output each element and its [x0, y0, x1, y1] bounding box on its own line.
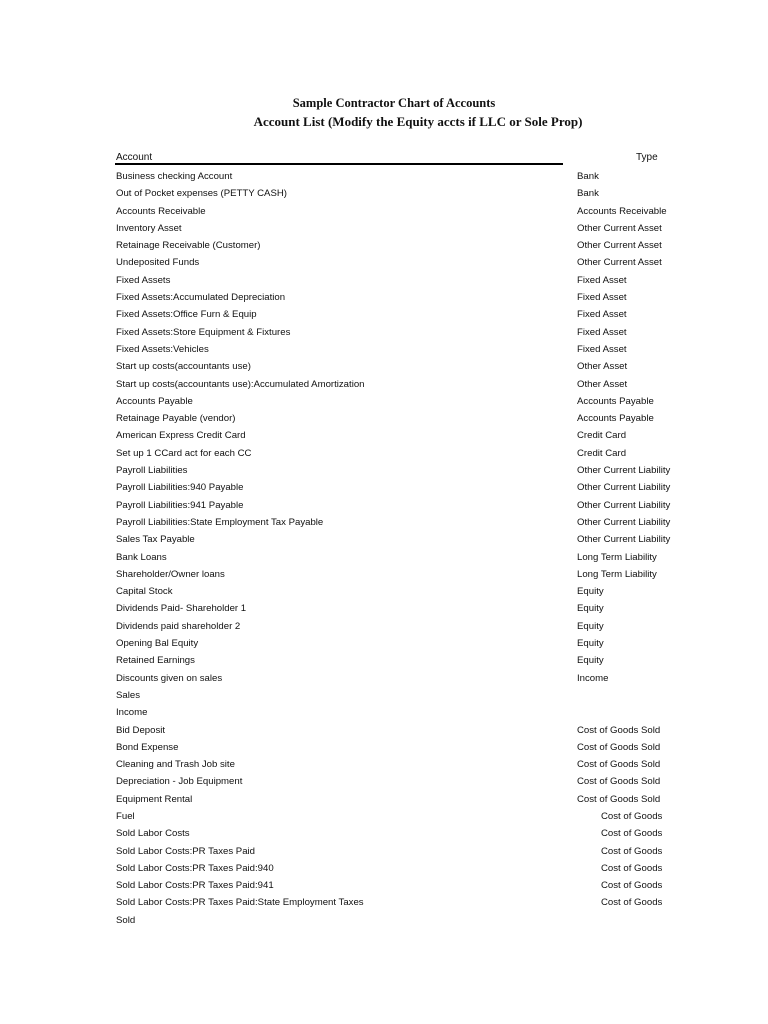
account-type: Cost of Goods [601, 810, 663, 822]
account-type: Other Current Asset [577, 222, 662, 234]
table-row [0, 514, 768, 531]
account-name: Retainage Payable (vendor) [116, 413, 236, 425]
account-name: Payroll Liabilities:941 Payable [116, 499, 244, 511]
account-type: Accounts Payable [577, 395, 654, 407]
account-type: Other Current Asset [577, 257, 662, 269]
table-row [0, 531, 768, 548]
account-name: Sales [116, 689, 140, 701]
account-type: Fixed Asset [577, 274, 627, 286]
table-row [0, 462, 768, 479]
account-type: Cost of Goods [601, 880, 663, 892]
table-row [0, 185, 768, 202]
account-type: Fixed Asset [577, 343, 627, 355]
table-row [0, 272, 768, 289]
account-name: Undeposited Funds [116, 257, 200, 269]
table-row [0, 843, 768, 860]
account-type: Other Asset [577, 361, 628, 373]
account-name: Equipment Rental [116, 793, 193, 805]
table-row [0, 445, 768, 462]
table-row [0, 600, 768, 617]
account-name: Fixed Assets:Office Furn & Equip [116, 309, 257, 321]
table-row [0, 203, 768, 220]
table-row [0, 566, 768, 583]
table-row [0, 687, 768, 704]
account-name: Dividends paid shareholder 2 [116, 620, 241, 632]
account-type: Fixed Asset [577, 292, 627, 304]
account-type: Bank [577, 188, 599, 200]
account-type: Cost of Goods [601, 828, 663, 840]
table-row [0, 324, 768, 341]
account-name: Retained Earnings [116, 655, 195, 667]
account-type: Other Current Liability [577, 534, 671, 546]
account-name: Bank Loans [116, 551, 167, 563]
account-name: Sold Labor Costs:PR Taxes Paid [116, 845, 256, 857]
account-name: Start up costs(accountants use):Accumulated Amortization [116, 378, 365, 390]
table-row [0, 825, 768, 842]
account-type: Cost of Goods [601, 862, 663, 874]
table-row [0, 237, 768, 254]
account-name: Sold [116, 914, 136, 926]
table-row [0, 254, 768, 271]
account-type: Long Term Liability [577, 568, 657, 580]
account-type: Equity [577, 586, 604, 598]
account-type: Cost of Goods Sold [577, 724, 661, 736]
table-row [0, 479, 768, 496]
account-name: Inventory Asset [116, 222, 182, 234]
table-row [0, 376, 768, 393]
account-name: Discounts given on sales [116, 672, 223, 684]
table-row [0, 860, 768, 877]
account-type: Cost of Goods Sold [577, 776, 661, 788]
table-row [0, 393, 768, 410]
account-name: Accounts Receivable [116, 205, 206, 217]
account-type: Equity [577, 620, 604, 632]
document-subtitle: Account List (Modify the Equity accts if LLC or Sole Prop) [253, 114, 583, 129]
account-name: Fixed Assets [116, 274, 171, 286]
account-name: Business checking Account [116, 171, 233, 182]
account-type: Income [577, 672, 609, 684]
account-name: Out of Pocket expenses (PETTY CASH) [116, 188, 287, 200]
account-type: Fixed Asset [577, 326, 627, 338]
account-name: Sold Labor Costs [116, 828, 190, 840]
table-row [0, 306, 768, 323]
account-name: Sold Labor Costs:PR Taxes Paid:940 [116, 862, 274, 874]
table-row [0, 877, 768, 894]
account-type: Cost of Goods [601, 845, 663, 857]
account-name: Sold Labor Costs:PR Taxes Paid:941 [116, 880, 274, 892]
account-type: Other Current Liability [577, 499, 671, 511]
header-underline [115, 163, 563, 165]
table-row [0, 635, 768, 652]
table-row [0, 618, 768, 635]
account-name: Cleaning and Trash Job site [116, 759, 235, 771]
table-row [0, 652, 768, 669]
account-list [0, 168, 768, 929]
account-type: Equity [577, 655, 604, 667]
table-row [0, 497, 768, 514]
account-name: Retainage Receivable (Customer) [116, 240, 261, 252]
account-name: Set up 1 CCard act for each CC [116, 447, 252, 459]
table-row [0, 791, 768, 808]
table-row [0, 722, 768, 739]
account-type: Credit Card [577, 447, 627, 459]
account-name: Income [116, 707, 148, 719]
account-name: Sold Labor Costs:PR Taxes Paid:State Employment Taxes [116, 897, 364, 909]
account-name: Dividends Paid- Shareholder 1 [116, 603, 247, 615]
table-row [0, 808, 768, 825]
account-name: Fixed Assets:Vehicles [116, 343, 209, 355]
table-row [0, 220, 768, 237]
column-header-account: Account [116, 152, 153, 163]
account-name: Start up costs(accountants use) [116, 361, 251, 373]
table-row [0, 756, 768, 773]
table-row [0, 912, 768, 929]
column-header-type: Type [636, 152, 658, 163]
account-name: Fuel [116, 810, 135, 822]
account-type: Cost of Goods Sold [577, 793, 661, 805]
account-name: Opening Bal Equity [116, 638, 199, 650]
account-type: Equity [577, 603, 604, 615]
account-type: Other Current Asset [577, 240, 662, 252]
table-row [0, 773, 768, 790]
account-name: Payroll Liabilities:State Employment Tax Payable [116, 516, 324, 528]
account-type: Other Current Liability [577, 516, 671, 528]
table-row [0, 341, 768, 358]
account-name: American Express Credit Card [116, 430, 246, 442]
account-name: Capital Stock [116, 586, 173, 598]
account-type: Equity [577, 638, 604, 650]
account-type: Cost of Goods Sold [577, 759, 661, 771]
account-name: Sales Tax Payable [116, 534, 195, 546]
document-title: Sample Contractor Chart of Accounts [292, 96, 496, 110]
account-name: Fixed Assets:Accumulated Depreciation [116, 292, 286, 304]
account-name: Accounts Payable [116, 395, 193, 407]
table-row [0, 670, 768, 687]
table-row [0, 894, 768, 911]
account-type: Cost of Goods Sold [577, 741, 661, 753]
account-type: Accounts Receivable [577, 205, 667, 217]
account-name: Shareholder/Owner loans [116, 568, 225, 580]
table-row [0, 704, 768, 721]
table-row [0, 410, 768, 427]
account-type: Other Asset [577, 378, 628, 390]
account-name: Payroll Liabilities [116, 465, 188, 477]
table-row [0, 427, 768, 444]
account-type: Long Term Liability [577, 551, 657, 563]
table-row [0, 549, 768, 566]
table-row [0, 739, 768, 756]
table-row [0, 583, 768, 600]
account-type: Accounts Payable [577, 413, 654, 425]
account-name: Fixed Assets:Store Equipment & Fixtures [116, 326, 291, 338]
account-name: Bid Deposit [116, 724, 166, 736]
account-type: Other Current Liability [577, 482, 671, 494]
account-type: Other Current Liability [577, 465, 671, 477]
account-name: Bond Expense [116, 741, 179, 753]
table-row [0, 289, 768, 306]
account-type: Bank [577, 171, 599, 182]
account-type: Fixed Asset [577, 309, 627, 321]
table-row [0, 358, 768, 375]
account-name: Depreciation - Job Equipment [116, 776, 243, 788]
table-row [0, 168, 768, 185]
account-name: Payroll Liabilities:940 Payable [116, 482, 244, 494]
account-type: Cost of Goods [601, 897, 663, 909]
account-type: Credit Card [577, 430, 627, 442]
